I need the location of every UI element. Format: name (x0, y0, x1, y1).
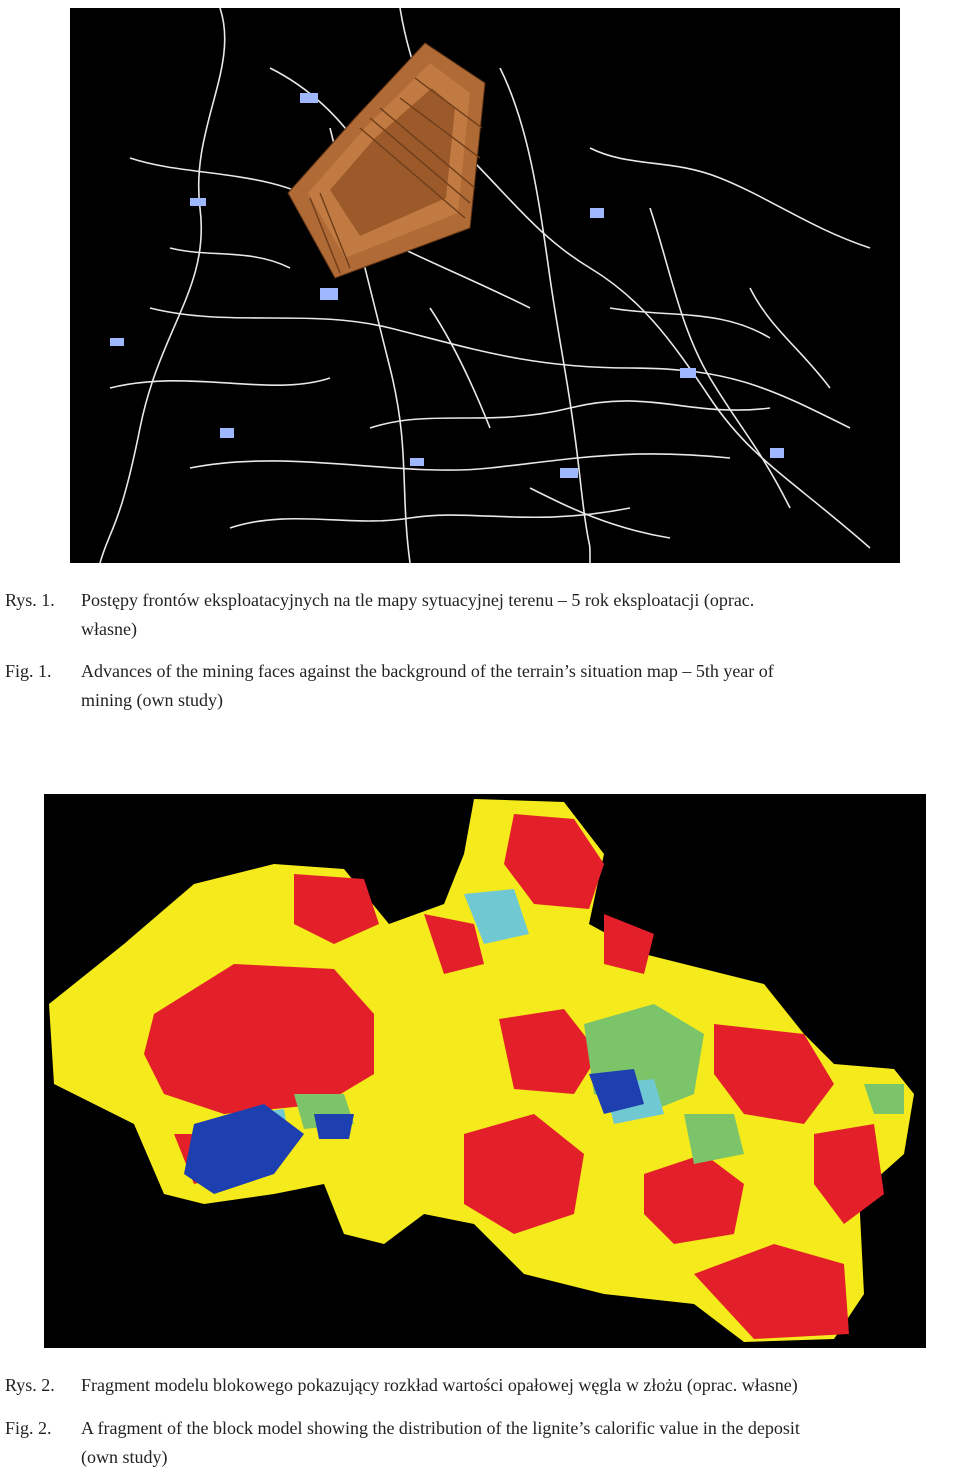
figure1-caption-en-line2: mining (own study) (81, 690, 223, 710)
block-model-figure (44, 794, 926, 1348)
figure2-caption-en-line2: (own study) (81, 1447, 168, 1467)
figure2-caption-en-label: Fig. 2. (5, 1418, 52, 1438)
figure2-caption-en-line1: A fragment of the block model showing the distribution of the lignite’s calorific value in the deposit (81, 1418, 800, 1438)
situation-map-figure (70, 8, 900, 563)
situation-map-image (70, 8, 900, 563)
figure1-caption-en-line1: Advances of the mining faces against the background of the terrain’s situation map – 5th year of (81, 661, 774, 681)
figure1-caption-pl-label: Rys. 1. (5, 590, 55, 610)
block-model-image (44, 794, 926, 1348)
figure1-caption-en-label: Fig. 1. (5, 661, 52, 681)
figure2-caption-pl-label: Rys. 2. (5, 1375, 55, 1395)
figure2-caption-pl-line1: Fragment modelu blokowego pokazujący rozkład wartości opałowej węgla w złożu (oprac. własne) (81, 1375, 798, 1395)
figure1-caption-pl-line2: własne) (81, 619, 137, 639)
figure1-caption-pl-line1: Postępy frontów eksploatacyjnych na tle mapy sytuacyjnej terenu – 5 rok eksploatacji (oprac. (81, 590, 755, 610)
